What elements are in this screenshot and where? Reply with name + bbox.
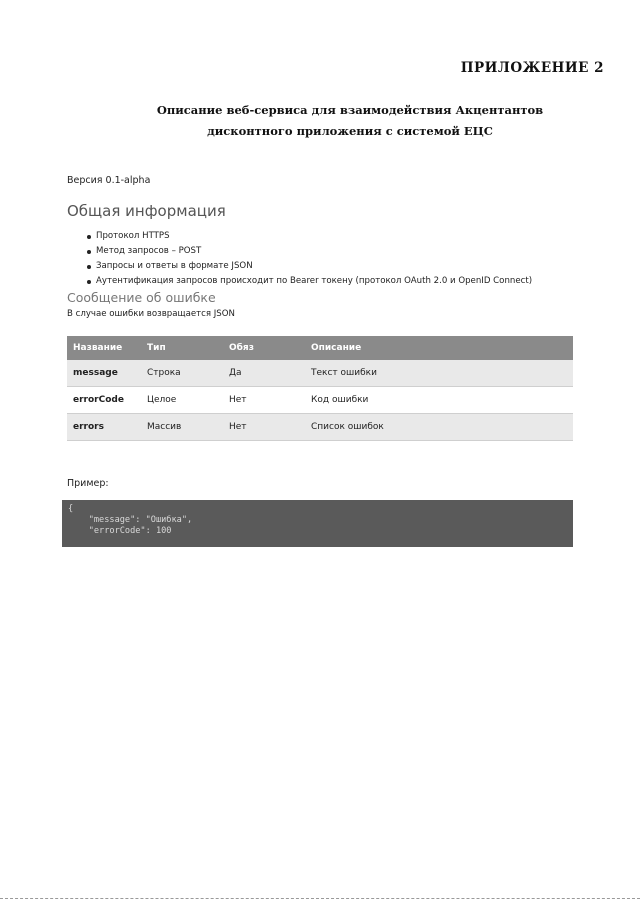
appendix-label: ПРИЛОЖЕНИЕ 2 (460, 60, 604, 76)
column-header: Описание (305, 336, 573, 360)
field-name: message (67, 360, 141, 387)
field-required: Да (223, 360, 305, 387)
field-description: Список ошибок (305, 414, 573, 441)
error-message-heading: Сообщение об ошибке (67, 290, 216, 305)
page-bottom-divider (0, 898, 640, 899)
column-header: Обяз (223, 336, 305, 360)
table-row (67, 414, 573, 441)
example-label: Пример: (67, 478, 109, 489)
code-line: "message": "Ошибка", (68, 515, 193, 525)
general-info-heading: Общая информация (67, 202, 226, 220)
json-example-code-block (62, 500, 573, 547)
field-type: Целое (141, 387, 223, 414)
title-line-2: дисконтного приложения с системой ЕЦС (207, 124, 493, 138)
list-item: Аутентификация запросов происходит по Bearer токену (протокол OAuth 2.0 и OpenID Connect) (67, 274, 532, 289)
list-item: Запросы и ответы в формате JSON (67, 259, 532, 274)
field-description: Код ошибки (305, 387, 573, 414)
table-row (67, 360, 573, 387)
column-header: Название (67, 336, 141, 360)
title-line-1: Описание веб-сервиса для взаимодействия Акцентантов (156, 103, 544, 117)
error-description: В случае ошибки возвращается JSON (67, 309, 235, 319)
table-header-row (67, 336, 573, 360)
list-item: Протокол HTTPS (67, 229, 532, 244)
version-text: Версия 0.1-alpha (67, 175, 151, 186)
general-info-list (67, 229, 532, 289)
code-line: "errorCode": 100 (68, 526, 172, 536)
field-name: errors (67, 414, 141, 441)
field-required: Нет (223, 387, 305, 414)
error-fields-table (67, 336, 573, 441)
field-type: Строка (141, 360, 223, 387)
table-row (67, 387, 573, 414)
list-item: Метод запросов – POST (67, 244, 532, 259)
document-title (120, 100, 580, 142)
column-header: Тип (141, 336, 223, 360)
field-description: Текст ошибки (305, 360, 573, 387)
field-required: Нет (223, 414, 305, 441)
field-name: errorCode (67, 387, 141, 414)
field-type: Массив (141, 414, 223, 441)
code-line: { (68, 504, 74, 514)
